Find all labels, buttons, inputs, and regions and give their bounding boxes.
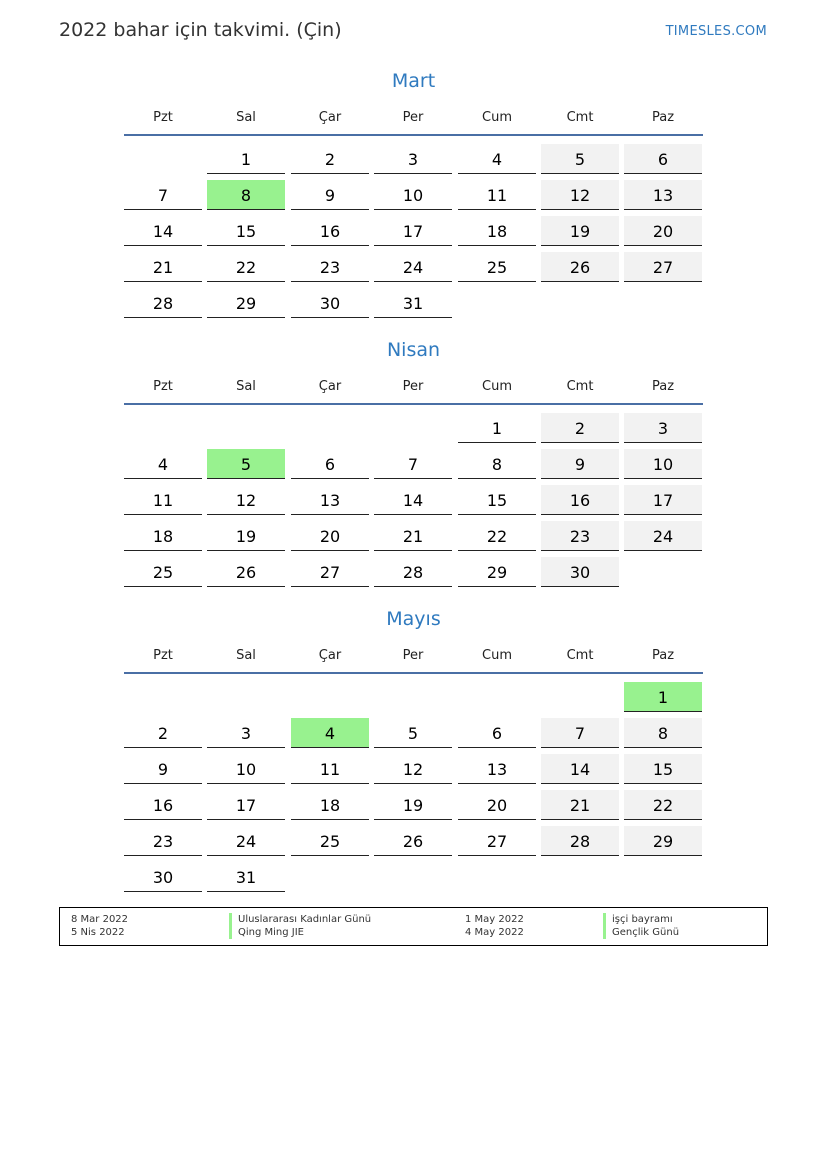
day-cell: 23 [124,826,202,856]
day-cell: 16 [124,790,202,820]
day-cell: 5 [541,144,619,174]
day-cell: 30 [291,288,369,318]
day-cell: 28 [374,557,452,587]
brand-link[interactable]: TIMESLES.COM [665,24,767,39]
day-cell: 7 [541,718,619,748]
legend-holiday-name: Qing Ming JIE [229,926,304,939]
header-divider [124,672,703,674]
legend-date: 5 Nis 2022 [71,927,125,938]
holiday-day-cell: 4 [291,718,369,748]
day-cell: 24 [624,521,702,551]
day-cell: 10 [624,449,702,479]
holiday-day-cell: 5 [207,449,285,479]
day-cell: 27 [624,252,702,282]
weekday-label: Pzt [153,648,173,663]
day-cell: 27 [458,826,536,856]
day-cell: 1 [458,413,536,443]
weekday-label: Per [402,110,424,125]
day-cell: 3 [374,144,452,174]
day-cell: 2 [541,413,619,443]
legend-holiday-name: Uluslararası Kadınlar Günü [229,913,371,926]
header-divider [124,403,703,405]
weekday-header [124,110,704,130]
weekday-label: Cmt [566,110,594,125]
month-title: Nisan [386,339,441,361]
weekday-label: Sal [236,379,256,394]
day-cell: 18 [291,790,369,820]
legend-holiday-name: işçi bayramı [603,913,673,926]
day-cell: 1 [207,144,285,174]
weekday-label: Pzt [153,379,173,394]
day-cell: 26 [541,252,619,282]
weekday-header [124,379,704,399]
page-title: 2022 bahar için takvimi. (Çin) [59,19,342,41]
day-cell: 13 [291,485,369,515]
day-cell: 24 [207,826,285,856]
weekday-label: Pzt [153,110,173,125]
day-cell: 12 [374,754,452,784]
day-cell: 28 [124,288,202,318]
day-cell: 24 [374,252,452,282]
day-cell: 5 [374,718,452,748]
day-cell: 17 [207,790,285,820]
day-cell: 22 [458,521,536,551]
day-cell: 6 [291,449,369,479]
day-cell: 23 [541,521,619,551]
day-cell: 11 [124,485,202,515]
day-cell: 29 [458,557,536,587]
day-cell: 30 [124,862,202,892]
legend-date: 4 May 2022 [465,927,524,938]
month-title: Mart [391,70,436,92]
day-cell: 14 [541,754,619,784]
day-cell: 20 [458,790,536,820]
weekday-label: Cum [482,379,512,394]
day-cell: 8 [458,449,536,479]
day-cell: 30 [541,557,619,587]
day-cell: 15 [458,485,536,515]
day-cell: 6 [458,718,536,748]
day-cell: 21 [374,521,452,551]
day-cell: 2 [124,718,202,748]
day-cell: 2 [291,144,369,174]
day-cell: 13 [624,180,702,210]
weekday-label: Per [402,379,424,394]
weekday-label: Cum [482,110,512,125]
day-cell: 17 [374,216,452,246]
day-cell: 17 [624,485,702,515]
day-cell: 16 [541,485,619,515]
day-cell: 10 [374,180,452,210]
legend-date: 1 May 2022 [465,914,524,925]
day-cell: 11 [458,180,536,210]
day-cell: 12 [207,485,285,515]
day-cell: 31 [207,862,285,892]
month-title: Mayıs [386,608,441,630]
weekday-label: Cmt [566,379,594,394]
day-cell: 15 [207,216,285,246]
weekday-label: Paz [651,379,675,394]
day-cell: 16 [291,216,369,246]
day-cell: 7 [124,180,202,210]
holiday-day-cell: 1 [624,682,702,712]
day-cell: 4 [458,144,536,174]
weekday-label: Çar [318,110,342,125]
day-cell: 7 [374,449,452,479]
legend-date: 8 Mar 2022 [71,914,129,925]
weekday-label: Sal [236,648,256,663]
weekday-label: Per [402,648,424,663]
day-cell: 27 [291,557,369,587]
day-cell: 3 [624,413,702,443]
day-cell: 28 [541,826,619,856]
day-cell: 29 [207,288,285,318]
day-cell: 12 [541,180,619,210]
day-cell: 10 [207,754,285,784]
weekday-label: Çar [318,379,342,394]
day-cell: 15 [624,754,702,784]
day-cell: 9 [124,754,202,784]
day-cell: 25 [124,557,202,587]
day-cell: 9 [541,449,619,479]
day-cell: 26 [374,826,452,856]
day-cell: 21 [541,790,619,820]
weekday-label: Çar [318,648,342,663]
day-cell: 8 [624,718,702,748]
day-cell: 18 [458,216,536,246]
day-cell: 22 [624,790,702,820]
weekday-label: Cmt [566,648,594,663]
weekday-label: Sal [236,110,256,125]
day-cell: 14 [124,216,202,246]
day-cell: 25 [458,252,536,282]
legend-holiday-name: Gençlik Günü [603,926,679,939]
holiday-legend [59,907,768,946]
day-cell: 19 [207,521,285,551]
day-cell: 18 [124,521,202,551]
day-cell: 25 [291,826,369,856]
day-cell: 23 [291,252,369,282]
day-cell: 20 [291,521,369,551]
header-divider [124,134,703,136]
day-cell: 4 [124,449,202,479]
day-cell: 13 [458,754,536,784]
day-cell: 9 [291,180,369,210]
holiday-day-cell: 8 [207,180,285,210]
day-cell: 21 [124,252,202,282]
weekday-label: Paz [651,110,675,125]
day-cell: 31 [374,288,452,318]
day-cell: 3 [207,718,285,748]
day-cell: 22 [207,252,285,282]
day-cell: 26 [207,557,285,587]
day-cell: 6 [624,144,702,174]
day-cell: 19 [541,216,619,246]
day-cell: 29 [624,826,702,856]
day-cell: 20 [624,216,702,246]
day-cell: 19 [374,790,452,820]
weekday-label: Cum [482,648,512,663]
weekday-header [124,648,704,668]
day-cell: 11 [291,754,369,784]
weekday-label: Paz [651,648,675,663]
day-cell: 14 [374,485,452,515]
